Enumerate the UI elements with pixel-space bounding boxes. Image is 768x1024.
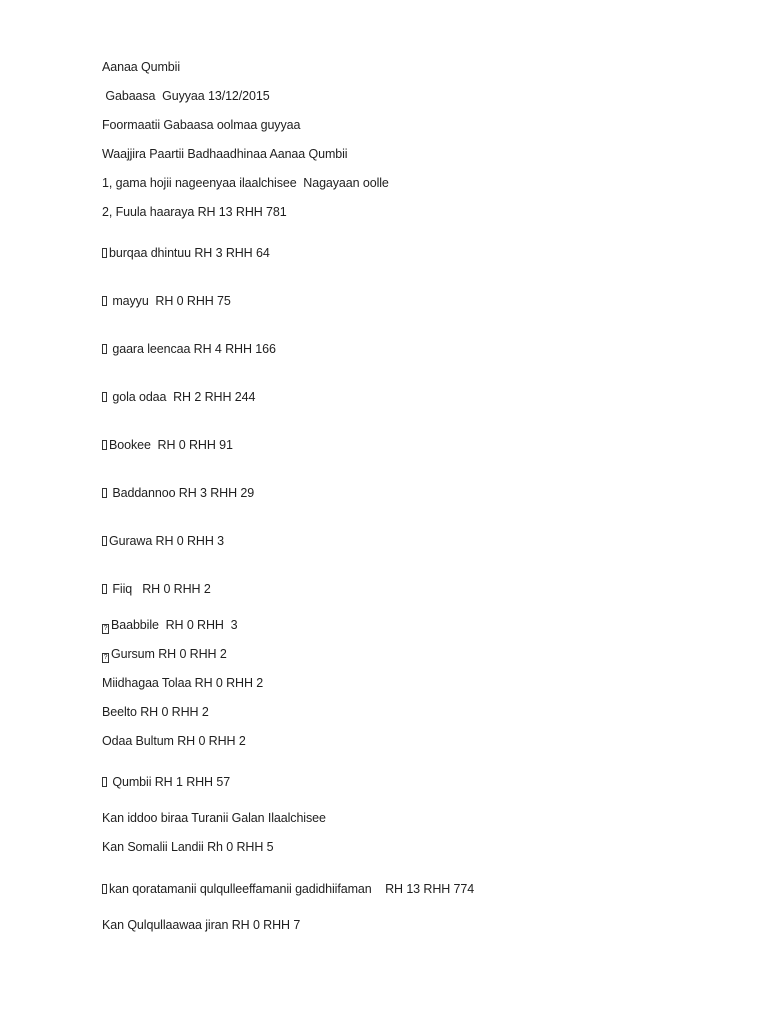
missing-glyph-bullet-icon <box>102 584 107 594</box>
document-line <box>102 533 224 549</box>
document-line-text: Foormaatii Gabaasa oolmaa guyyaa <box>102 118 301 132</box>
missing-glyph-bullet-icon <box>102 488 107 498</box>
document-line-text: gola odaa RH 2 RHH 244 <box>109 390 256 404</box>
document-line-text: 2, Fuula haaraya RH 13 RHH 781 <box>102 205 287 219</box>
document-line <box>102 59 180 75</box>
missing-glyph-bullet-icon <box>102 248 107 258</box>
document-line-text: Beelto RH 0 RHH 2 <box>102 705 209 719</box>
document-line <box>102 810 326 826</box>
document-line-text: Qumbii RH 1 RHH 57 <box>109 775 231 789</box>
document-line-text: gaara leencaa RH 4 RHH 166 <box>109 342 276 356</box>
document-line-text: Baabbile RH 0 RHH 3 <box>111 618 238 632</box>
document-line <box>102 245 270 261</box>
document-line <box>102 117 300 133</box>
document-line-text: mayyu RH 0 RHH 75 <box>109 294 231 308</box>
document-line <box>102 881 474 897</box>
document-line <box>102 733 246 749</box>
document-line <box>102 175 389 191</box>
document-line <box>102 437 233 453</box>
document-line-text: Baddannoo RH 3 RHH 29 <box>109 486 255 500</box>
document-line <box>102 204 287 220</box>
missing-glyph-bullet-icon <box>102 777 107 787</box>
document-line-text: Miidhagaa Tolaa RH 0 RHH 2 <box>102 676 264 690</box>
document-line <box>102 704 209 720</box>
document-line <box>102 839 274 855</box>
missing-glyph-bullet-icon <box>102 536 107 546</box>
document-line-text: Kan Somalii Landii Rh 0 RHH 5 <box>102 840 274 854</box>
missing-glyph-bullet-icon <box>102 344 107 354</box>
document-line-text: kan qoratamanii qulqulleeffamanii gadidhiifaman RH 13 RHH 774 <box>109 882 475 896</box>
document-line <box>102 774 230 790</box>
document-line <box>102 917 300 933</box>
document-line-text: Bookee RH 0 RHH 91 <box>109 438 233 452</box>
document-line <box>102 581 211 597</box>
document-line-text: burqaa dhintuu RH 3 RHH 64 <box>109 246 270 260</box>
document-line-text: Fiiq RH 0 RHH 2 <box>109 582 211 596</box>
missing-glyph-bullet-icon: ? <box>103 625 108 632</box>
document-line-text: Odaa Bultum RH 0 RHH 2 <box>102 734 246 748</box>
missing-glyph-bullet-icon <box>102 440 107 450</box>
document-line <box>102 146 348 162</box>
document-line-text: Kan Qulqullaawaa jiran RH 0 RHH 7 <box>102 918 301 932</box>
document-line-text: Gursum RH 0 RHH 2 <box>111 647 227 661</box>
document-line-text: Gabaasa Guyyaa 13/12/2015 <box>102 89 270 103</box>
missing-glyph-bullet-icon <box>102 392 107 402</box>
missing-glyph-bullet-icon: ? <box>103 654 108 661</box>
document-line <box>102 646 227 663</box>
missing-glyph-bullet-icon <box>102 296 107 306</box>
document-line-text: 1, gama hojii nageenyaa ilaalchisee Nagayaan oolle <box>102 176 389 190</box>
missing-glyph-bullet-icon <box>102 884 107 894</box>
document-line-text: Aanaa Qumbii <box>102 60 181 74</box>
document-line <box>102 341 276 357</box>
document-line-text: Gurawa RH 0 RHH 3 <box>109 534 224 548</box>
document-line <box>102 293 231 309</box>
document-line <box>102 675 263 691</box>
document-line <box>102 617 237 634</box>
document-line-text: Kan iddoo biraa Turanii Galan Ilaalchisee <box>102 811 326 825</box>
document-line <box>102 485 254 501</box>
document-line <box>102 88 270 104</box>
document-line <box>102 389 255 405</box>
document-line-text: Waajjira Paartii Badhaadhinaa Aanaa Qumbii <box>102 147 348 161</box>
